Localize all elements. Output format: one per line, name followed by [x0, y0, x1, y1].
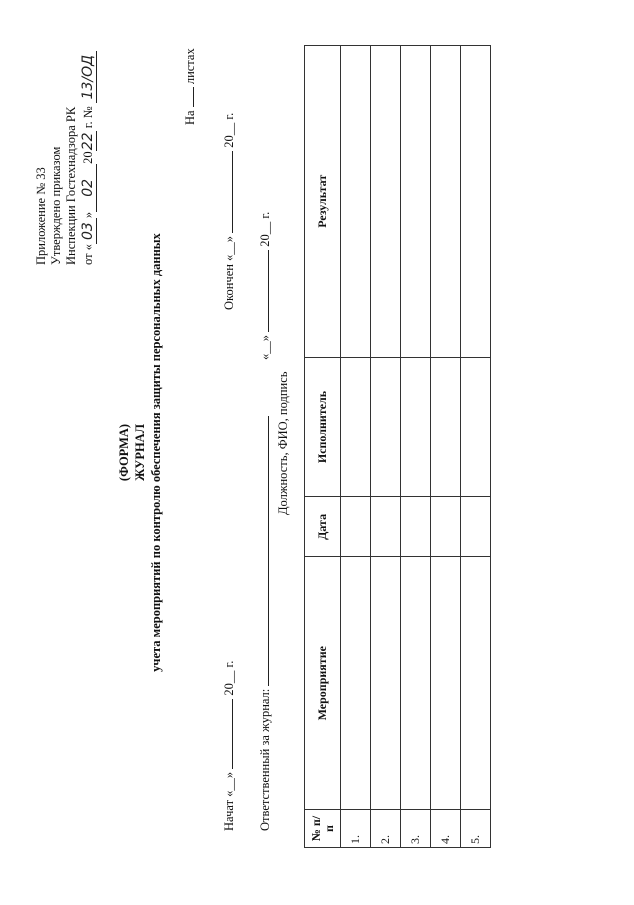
header-year: 22: [80, 132, 96, 151]
col-header-number: № п/п: [305, 810, 341, 848]
activity-cell[interactable]: [401, 557, 431, 810]
row-number: 4.: [431, 810, 461, 848]
finished-year: 20__ г.: [222, 112, 236, 148]
header-line-2: Утверждено приказом: [49, 146, 63, 265]
sheets-suffix: листах: [183, 48, 197, 85]
header-number-label: г. №: [81, 106, 95, 132]
header-year-prefix: 20: [81, 151, 95, 164]
activity-cell[interactable]: [341, 557, 371, 810]
responsible-date: [258, 212, 273, 360]
table-header-row: [305, 46, 341, 848]
table-row: [371, 46, 401, 848]
header-line-3: Инспекции Гостехнадзора РК: [64, 106, 78, 265]
row-number: 2.: [371, 810, 401, 848]
table-row: [461, 46, 491, 848]
result-cell[interactable]: [461, 46, 491, 358]
row-number: 1.: [341, 810, 371, 848]
finished-label: Окончен «__»: [222, 235, 236, 310]
executor-cell[interactable]: [371, 357, 401, 497]
row-number: 3.: [401, 810, 431, 848]
header-date-day: 03: [80, 218, 97, 244]
date-cell[interactable]: [371, 497, 401, 557]
result-cell[interactable]: [431, 46, 461, 358]
journal-title: ЖУРНАЛ: [133, 423, 147, 482]
col-header-result: Результат: [305, 46, 341, 358]
responsible-date-year: 20__ г.: [258, 211, 272, 247]
table-row: [401, 46, 431, 848]
header-line-4: [80, 51, 97, 265]
result-cell[interactable]: [401, 46, 431, 358]
responsible-date-label: «__»: [258, 335, 272, 360]
activity-cell[interactable]: [371, 557, 401, 810]
finished-date: [222, 113, 237, 310]
date-cell[interactable]: [431, 497, 461, 557]
date-cell[interactable]: [461, 497, 491, 557]
col-header-executor: Исполнитель: [305, 357, 341, 497]
header-line-1: Приложение № 33: [34, 167, 48, 265]
started-blank: [232, 699, 233, 769]
sheets-prefix: На: [183, 110, 197, 125]
form-label: (ФОРМА): [117, 423, 131, 482]
sheets-blank: [193, 87, 194, 107]
col-header-activity: Мероприятие: [305, 557, 341, 810]
responsible-blank: [268, 416, 269, 686]
header-date-quote: »: [81, 211, 95, 219]
header-order-number: 13/ОД: [80, 51, 97, 103]
responsible-row: [258, 416, 273, 831]
started-year: 20__ г.: [222, 660, 236, 696]
table-row: [431, 46, 461, 848]
result-cell[interactable]: [371, 46, 401, 358]
activity-cell[interactable]: [461, 557, 491, 810]
date-cell[interactable]: [401, 497, 431, 557]
executor-cell[interactable]: [341, 357, 371, 497]
finished-blank: [232, 151, 233, 233]
result-cell[interactable]: [341, 46, 371, 358]
executor-cell[interactable]: [461, 357, 491, 497]
col-header-date: Дата: [305, 497, 341, 557]
responsible-date-blank: [268, 250, 269, 332]
started-date: [222, 661, 237, 831]
executor-cell[interactable]: [401, 357, 431, 497]
started-label: Начат «__»: [222, 771, 236, 831]
executor-cell[interactable]: [431, 357, 461, 497]
responsible-caption: Должность, ФИО, подпись: [276, 371, 290, 515]
journal-subtitle: учета мероприятий по контролю обеспечения защиты персональных данных: [149, 233, 163, 672]
journal-table: [304, 45, 491, 848]
table-row: [341, 46, 371, 848]
row-number: 5.: [461, 810, 491, 848]
sheets-count: [183, 48, 198, 125]
header-date-prefix: от «: [81, 244, 95, 265]
header-date-month: 02: [80, 164, 97, 212]
activity-cell[interactable]: [431, 557, 461, 810]
responsible-label: Ответственный за журнал:: [258, 688, 272, 831]
date-cell[interactable]: [341, 497, 371, 557]
